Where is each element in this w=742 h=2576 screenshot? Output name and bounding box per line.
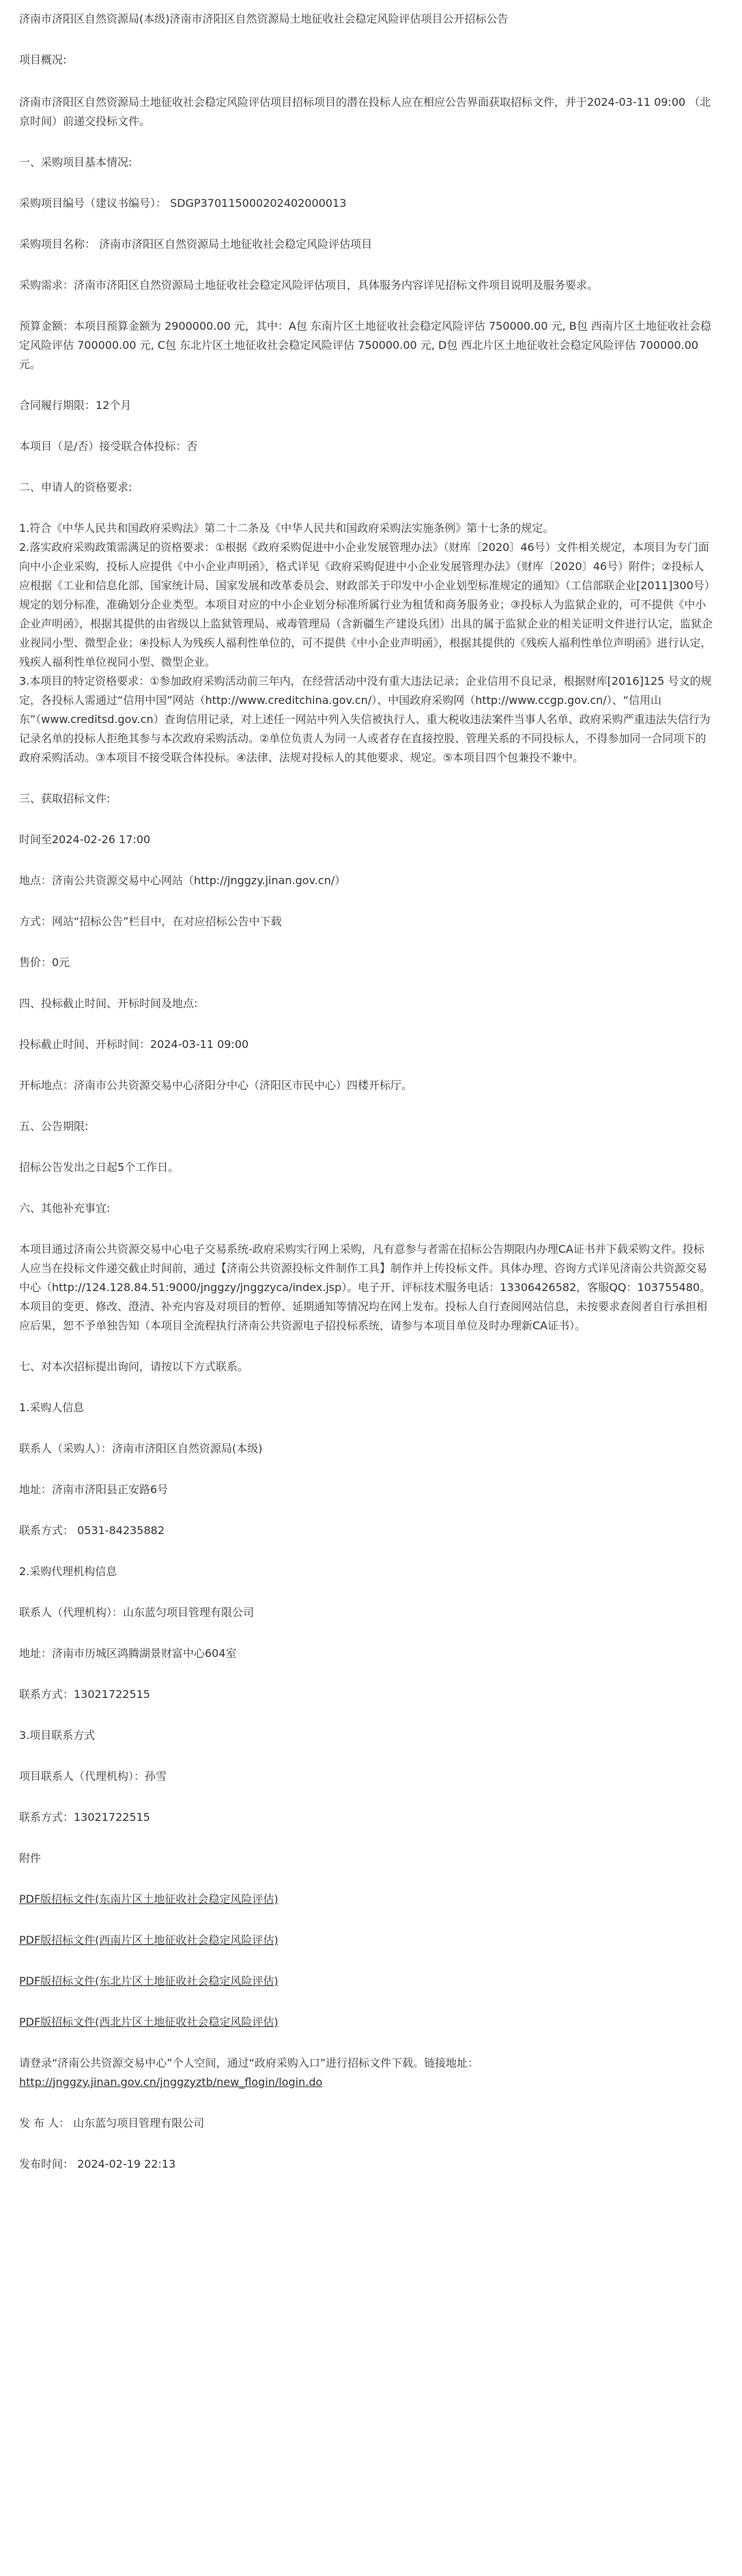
contact-1-address: 地址：济南市济阳县正安路6号 [19,1483,169,1496]
contract-period: 合同履行期限：12个月 [19,399,132,412]
overview-text: 济南市济阳区自然资源局土地征收社会稳定风险评估项目招标项目的潜在投标人应在相应公告界面获取招标文件，并于2024-03-11 09:00 （北京时间）前递交投标文件。 [19,96,711,128]
opening-place: 开标地点：济南市公共资源交易中心济阳分中心（济阳区市民中心）四楼开标厅。 [19,1079,413,1092]
contact-1-heading: 1.采购人信息 [19,1401,85,1414]
contact-2-heading: 2.采购代理机构信息 [19,1565,117,1578]
publisher: 发 布 人： 山东蓝匀项目管理有限公司 [19,2117,205,2129]
attachment-link-southwest[interactable]: PDF版招标文件(西南片区土地征收社会稳定风险评估) [19,1934,279,1947]
obtain-place: 地点：济南公共资源交易中心网站（http://jnggzy.jinan.gov.cn/） [19,874,346,887]
notice-period: 招标公告发出之日起5个工作日。 [19,1161,180,1174]
contact-1-name: 联系人（采购人）：济南市济阳区自然资源局(本级) [19,1442,263,1455]
contact-3-heading: 3.项目联系方式 [19,1729,96,1742]
attachment-link-southeast[interactable]: PDF版招标文件(东南片区土地征收社会稳定风险评估) [19,1893,279,1906]
section-heading-7: 七、对本次招标提出询问，请按以下方式联系。 [19,1360,249,1373]
project-name: 采购项目名称： 济南市济阳区自然资源局土地征收社会稳定风险评估项目 [19,238,373,251]
attachment-link-northwest[interactable]: PDF版招标文件(西北片区土地征收社会稳定风险评估) [19,2015,279,2028]
section-heading-5: 五、公告期限: [19,1120,89,1133]
qualification-1: 1.符合《中华人民共和国政府采购法》第二十二条及《中华人民共和国政府采购法实施条例》第十七条的规定。 [19,522,554,535]
publish-time: 发布时间： 2024-02-19 22:13 [19,2157,176,2170]
login-instruction-text: 请登录“济南公共资源交易中心”个人空间，通过“政府采购入口”进行招标文件下载。链接地址： [19,2056,479,2069]
section-heading-1: 一、采购项目基本情况: [19,156,132,169]
project-number: 采购项目编号（建议书编号）： SDGP370115000202402000013 [19,197,347,210]
supplement-text: 本项目通过济南公共资源交易中心电子交易系统-政府采购实行网上采购，凡有意参与者需在招标公告期限内办理CA证书并下载采购文件。投标人应当在投标文件递交截止时间前，通过【济南公共资源投标文件制作工具】制作并上传投标文件。具体办理、咨询方式详见济南公共资源交易中心（http://124.128.84.51:9000/jnggzy/jnggzyca/index.jsp）。电子开、评标技术服务电话：13306426582，客服QQ：103755480。本项目的变更、修改、澄清、补充内容及对项目的暂停、延期通知等情况均在网上发布。投标人自行查阅网站信息，未按要求查阅者自行承担相应后果，恕不予单独告知（本项目全流程执行济南公共资源电子招投标系统，请参与本项目单位及时办理新CA证书）。 [19,1243,711,1332]
contact-3-name: 项目联系人（代理机构）：孙雪 [19,1770,167,1783]
attachments-heading: 附件 [19,1852,42,1865]
qualification-2: 2.落实政府采购政策需满足的资格要求：①根据《政府采购促进中小企业发展管理办法》（财库〔2020〕46号）文件相关规定，本项目为专门面向中小企业采购，投标人应提供《中小企业声明函》，格式详见《政府采购促进中小企业发展管理办法》（财库〔2020〕46号）附件；②投标人应根据《工业和信息化部、国家统计局、国家发展和改革委员会、财政部关于印发中小企业划型标准规定的通知》（工信部联企业[2011]300号）规定的划分标准，准确划分企业类型。本项目对应的中小企业划分标准所属行业为租赁和商务服务业；③投标人为监狱企业的，可不提供《中小企业声明函》，根据其提供的由省级以上监狱管理局、戒毒管理局（含新疆生产建设兵团）出具的属于监狱企业的相关证明文件进行认定，监狱企业视同小型、微型企业；④投标人为残疾人福利性单位的，可不提供《中小企业声明函》，根据其提供的《残疾人福利性单位声明函》进行认定，残疾人福利性单位视同小型、微型企业。 [19,541,713,668]
page-title: 济南市济阳区自然资源局(本级)济南市济阳区自然资源局土地征收社会稳定风险评估项目公开招标公告 [19,12,509,25]
section-heading-6: 六、其他补充事宜: [19,1202,111,1215]
contact-1-phone: 联系方式： 0531-84235882 [19,1524,165,1537]
login-instruction [19,2054,715,2092]
obtain-method: 方式：网站“招标公告”栏目中，在对应招标公告中下载 [19,915,282,928]
section-heading-2: 二、申请人的资格要求: [19,481,132,494]
section-heading-4: 四、投标截止时间、开标时间及地点: [19,997,198,1010]
attachment-link-northeast[interactable]: PDF版招标文件(东北片区土地征收社会稳定风险评估) [19,1975,279,1987]
budget-amount: 预算金额：本项目预算金额为 2900000.00 元，其中：A包 东南片区土地征收社会稳定风险评估 750000.00 元, B包 西南片区土地征收社会稳定风险评估 700000.00 元, C包 东北片区土地征收社会稳定风险评估 750000.00 元, D包 西北片区土地征收社会稳定风险评估 700000.00 元。 [19,320,711,371]
qualification-3: 3.本项目的特定资格要求：①参加政府采购活动前三年内，在经营活动中没有重大违法记录；企业信用不良记录，根据财库[2016]125 号文的规定，各投标人需通过“信用中国”网站（http://www.creditchina.gov.cn/）、中国政府采购网（http://www.ccgp.gov.cn/）、“信用山东”（www.creditsd.gov.cn）查询信用记录，对上述任一网站中列入失信被执行人、重大税收违法案件当事人名单、政府采购严重违法失信行为记录名单的投标人拒绝其参与本次政府采购活动。②单位负责人为同一人或者存在直接控股、管理关系的不同投标人，不得参加同一合同项下的政府采购活动。③本项目不接受联合体投标。④法律、法规对投标人的其他要求、规定。⑤本项目四个包兼投不兼中。 [19,675,712,764]
login-link[interactable]: http://jnggzy.jinan.gov.cn/jnggzyztb/new_flogin/login.do [19,2076,323,2089]
consortium-bid: 本项目（是/否）接受联合体投标：否 [19,440,198,453]
bid-deadline: 投标截止时间、开标时间：2024-03-11 09:00 [19,1038,249,1051]
obtain-time: 时间至2024-02-26 17:00 [19,833,151,846]
contact-3-phone: 联系方式：13021722515 [19,1811,150,1824]
overview-heading: 项目概况: [19,53,67,66]
contact-2-name: 联系人（代理机构）：山东蓝匀项目管理有限公司 [19,1606,255,1619]
contact-2-address: 地址：济南市历城区鸿腾湖景财富中心604室 [19,1647,237,1660]
procurement-requirement: 采购需求：济南市济阳区自然资源局土地征收社会稳定风险评估项目，具体服务内容详见招标文件项目说明及服务要求。 [19,279,599,292]
contact-2-phone: 联系方式：13021722515 [19,1688,150,1701]
section-heading-3: 三、获取招标文件: [19,792,111,805]
document-price: 售价：0元 [19,956,70,969]
